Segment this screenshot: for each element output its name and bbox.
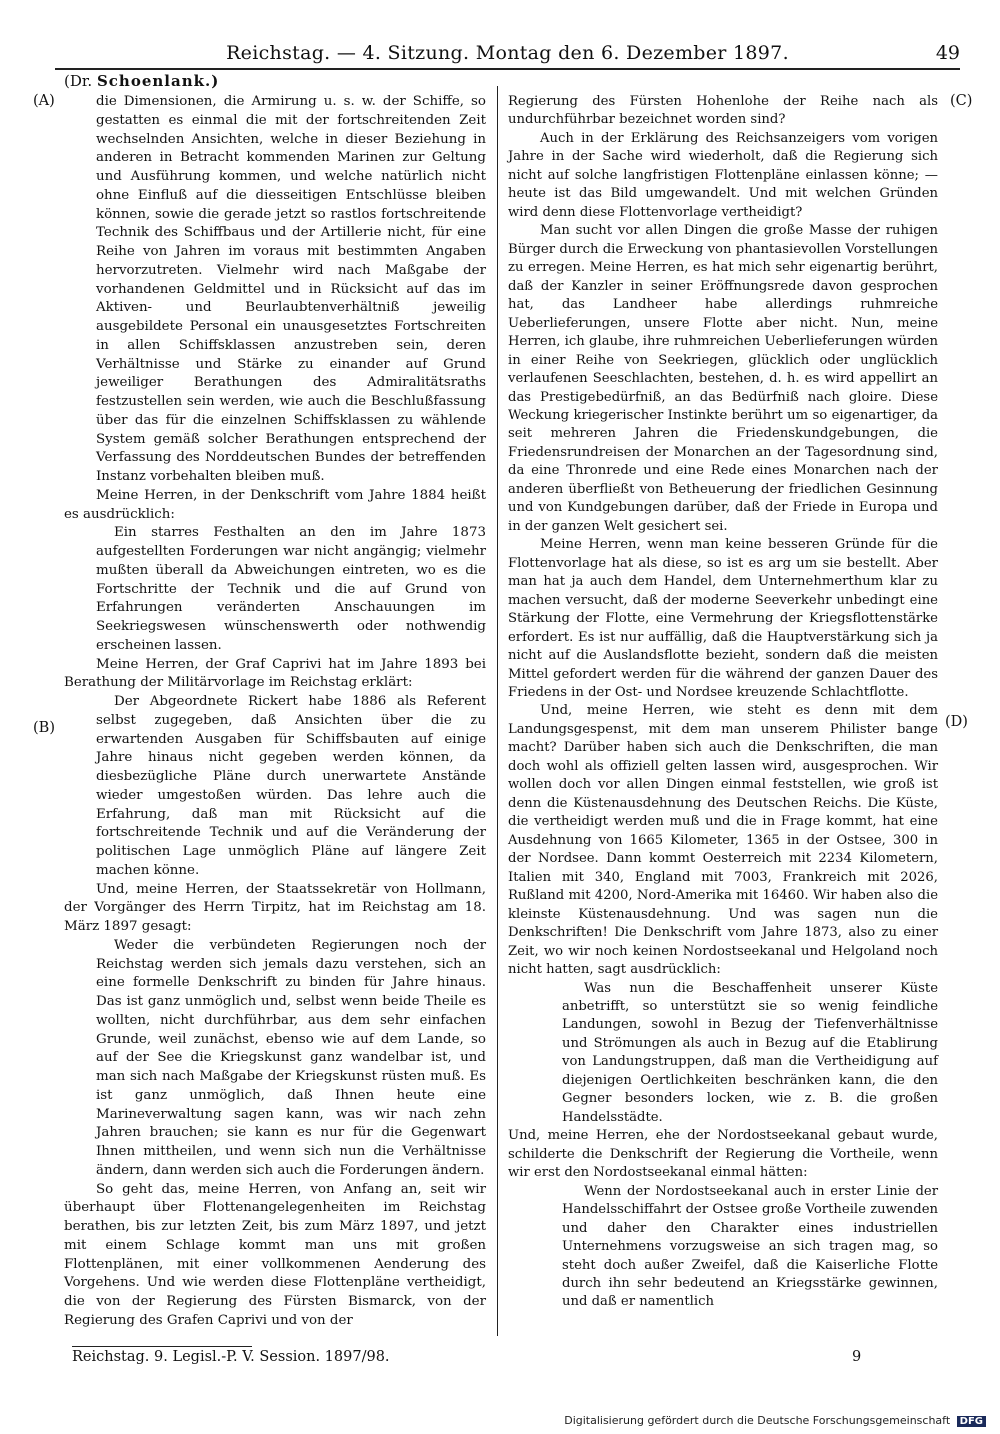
paragraph: Man sucht vor allen Dingen die große Masse der ruhigen Bürger durch die Erweckung von phantasievollen Vorstellungen zu erregen. Meine Herren, es hat mich sehr eigenartig berührt, daß der Kanzler in seiner Eröffnungsrede davon gesprochen hat, das Landheer habe allerdings ruhmreiche Ueberlieferungen, unsere Flotte aber nicht. Nun, meine Herren, ich glaube, ihre ruhmreichen Ueberlieferungen würden in einer Reihe von Seekriegen, glücklich oder unglücklich verlaufenen Seeschlachten, bestehen, d. h. es wird appellirt an das Prestigebedürfniß, an das Bedürfniß nach gloire. Diese Weckung kriegerischer Instinkte berührt um so eigenartiger, da seit mehreren Jahren die Friedenskundgebungen, die Friedensrundreisen der Monarchen an der Tagesordnung sind, da eine Thronrede und eine Rede eines Monarchen nach der anderen überfließt von Betheuerung der friedlichen Gesinnung und von Kundgebungen darüber, daß der Friede in Europa und in der ganzen Welt gesichert sei. (508, 223, 938, 534)
paragraph: Regierung des Fürsten Hohenlohe der Reihe nach als undurchführbar bezeichnet worden sind? (508, 94, 938, 128)
paragraph: die Dimensionen, die Armirung u. s. w. der Schiffe, so gestatten es einmal die mit der fortschreitenden Zeit wechselnden Ansichten, welche in dieser Beziehung in anderen in Betracht kommenden Marinen zur Geltung und Ausführung kommen, und welche natürlich nicht ohne Einfluß auf die diesseitigen Entschlüsse bleiben können, sowie die gerade jetzt so rastlos fortschreitende Technik des Schiffbaus und der Artillerie nicht, für eine Reihe von Jahren im voraus mit bestimmten Angaben hervorzutreten. Vielmehr wird nach Maßgabe der vorhandenen Geldmittel und in Rücksicht auf das im Aktiven- und Beurlaubtenverhältniß jeweilig ausgebildete Personal ein unausgesetztes Fortschreiten in allen Schiffsklassen anzustreben sein, deren Verhältnisse und Stärke zu einander auf Grund jeweiliger Berathungen des Admiralitätsraths festzustellen sein werden, wie auch die Beschlußfassung über das für die einzelnen Schiffsklassen zu wählende System gemäß solcher Berathungen entsprechend der Verfassung des Norddeutschen Bundes der betreffenden Instanz vorbehalten bleiben muß. (96, 94, 486, 484)
margin-mark-a: (A) (33, 93, 55, 109)
paragraph: So geht das, meine Herren, von Anfang an, seit wir überhaupt über Flottenangelegenheiten im Reichstag berathen, bis zur letzten Zeit, bis zum März 1897, und jetzt mit einem Schlage kommt man uns mit großen Flottenplänen, mit einer vollkommenen Aenderung des Vorgehens. Und wie werden diese Flottenpläne vertheidigt, die von der Regierung des Fürsten Bismarck, von der Regierung des Grafen Caprivi und von der (64, 1181, 486, 1328)
running-head: Reichstag. — 4. Sitzung. Montag den 6. Dezember 1897. (226, 42, 789, 64)
paragraph: Und, meine Herren, der Staatssekretär von Hollmann, der Vorgänger des Herrn Tirpitz, hat im Reichstag am 18. März 1897 gesagt: (64, 881, 486, 934)
speaker-label (64, 72, 219, 90)
paragraph: Meine Herren, wenn man keine besseren Gründe für die Flottenvorlage hat als diese, so ist es arg um sie bestellt. Aber man hat ja auch dem Handel, dem Unternehmerthum klar zu machen versucht, daß der moderne Seeverkehr unbedingt eine Stärkung der Flotte, eine Vermehrung der Kriegsflottenstärke erfordert. Es ist nur auffällig, daß die Hauptverstärkung sich ja nicht auf die Auslandsflotte bezieht, sondern daß die meisten Mittel gefordert werden für die während der ganzen Dauer des Friedens in der Ost- und Nordsee kreuzende Schlachtflotte. (508, 537, 938, 700)
footer-rule (72, 1346, 252, 1347)
quotation: Ein starres Festhalten an den im Jahre 1873 aufgestellten Forderungen war nicht angängig; vielmehr mußten überall da Abweichungen eintreten, wo es die Fortschritte der Technik und die auf Grund von Erfahrungen veränderten Anschauungen im Seekriegswesen wünschenswerth oder nothwendig erscheinen lassen. (96, 525, 486, 653)
page-header (55, 42, 960, 70)
paragraph: Auch in der Erklärung des Reichsanzeigers vom vorigen Jahre in der Sache wird wiederholt, daß die Regierung sich nicht auf solche langfristigen Flottenpläne einlassen könne; — heute ist das Bild umgewandelt. Und mit welchen Gründen wird denn diese Flottenvorlage vertheidigt? (508, 130, 938, 220)
dfg-logo: DFG (957, 1416, 986, 1427)
page-number: 49 (935, 42, 960, 64)
quotation: Wenn der Nordostseekanal auch in erster Linie der Handelsschiffahrt der Ostsee große Vortheile zuwenden und daher den Charakter eines industriellen Unternehmens vorzugsweise an sich tragen mag, so steht doch außer Zweifel, daß die Kaiserliche Flotte durch ihn sehr bedeutend an Kriegsstärke gewinnen, und daß er namentlich (562, 1183, 938, 1310)
speaker-title: (Dr. (64, 72, 93, 90)
margin-mark-b: (B) (33, 720, 55, 736)
right-column (508, 93, 938, 1312)
margin-mark-c: (C) (950, 93, 973, 109)
digitization-text: Digitalisierung gefördert durch die Deutsche Forschungsgemeinschaft (564, 1414, 951, 1427)
footer-imprint: Reichstag. 9. Legisl.-P. V. Session. 1897/98. (72, 1349, 390, 1365)
quotation: Weder die verbündeten Regierungen noch der Reichstag werden sich jemals dazu verstehen, sich an eine formelle Denkschrift zu binden für Jahre hinaus. Das ist ganz unmöglich und, selbst wenn beide Theile es wollten, nicht durchführbar, aus dem sehr einfachen Grunde, weil zunächst, ebenso wie auf dem Lande, so auf der See die Kriegskunst ganz wandelbar ist, und man sich nach Maßgabe der Kriegskunst rüsten muß. Es ist ganz unmöglich, daß Ihnen heute eine Marineverwaltung sagen kann, was wir nach zehn Jahren brauchen; sie kann es nur für die Gegenwart Ihnen mittheilen, und wenn sich nun die Verhältnisse ändern, dann werden sich auch die Forderungen ändern. (96, 937, 486, 1178)
quotation: Der Abgeordnete Rickert habe 1886 als Referent selbst zugegeben, daß Ansichten über die zu erwartenden Ausgaben für Schiffsbauten auf einige Jahre hinaus nicht gegeben werden können, da diesbezügliche Pläne durch unerwartete Anstände wieder umgestoßen würden. Das lehre auch die Erfahrung, daß man mit Rücksicht auf die fortschreitende Technik und auf die Veränderung der politischen Lage unmöglich Pläne auf längere Zeit machen könne. (96, 694, 486, 878)
quotation: Was nun die Beschaffenheit unserer Küste anbetrifft, so unterstützt sie so wenig feindliche Landungen, sowohl in Bezug der Tiefenverhältnisse und Strömungen als auch in Bezug auf die Etablirung von Landungstruppen, daß man die Vertheidigung auf diejenigen Oertlichkeiten beschränken kann, die den Gegner besonders locken, wie z. B. die großen Handelsstädte. (562, 980, 938, 1125)
paragraph: Meine Herren, in der Denkschrift vom Jahre 1884 heißt es ausdrücklich: (64, 487, 486, 522)
left-column (64, 93, 486, 1331)
paragraph: Und, meine Herren, wie steht es denn mit dem Landungsgespenst, mit dem man unserem Philister bange macht? Darüber haben sich auch die Denkschriften, die man doch wohl als offiziell gelten lassen wird, ausgesprochen. Wir wollen doch vor allen Dingen einmal feststellen, wie groß ist denn die Küstenausdehnung des Deutschen Reichs. Die Küste, die vertheidigt werden muß und die in Frage kommt, hat eine Ausdehnung von 1665 Kilometer, 1365 in der Ostsee, 300 in der Nordsee. Dann kommt Oesterreich mit 2234 Kilometern, Italien mit 340, England mit 7003, Frankreich mit 2026, Rußland mit 4200, Nord-Amerika mit 16460. Wir haben also die kleinste Küstenausdehnung. Und was sagen nun die Denkschriften! Die Denkschrift vom Jahre 1873, also zu einer Zeit, wo wir noch keinen Nordostseekanal und Helgoland noch nicht hatten, sagt ausdrücklich: (508, 703, 938, 978)
margin-mark-d: (D) (945, 714, 968, 730)
paragraph: Und, meine Herren, ehe der Nordostseekanal gebaut wurde, schilderte die Denkschrift der Regierung die Vortheile, wenn wir erst den Nordostseekanal einmal hätten: (508, 1128, 938, 1181)
sheet-signature: 9 (852, 1349, 862, 1365)
speaker-name: Schoenlank.) (96, 72, 220, 90)
header-rule (55, 68, 960, 70)
digitization-note (564, 1414, 986, 1427)
paragraph: Meine Herren, der Graf Caprivi hat im Jahre 1893 bei Berathung der Militärvorlage im Reichstag erklärt: (64, 656, 486, 691)
column-divider (497, 86, 498, 1336)
